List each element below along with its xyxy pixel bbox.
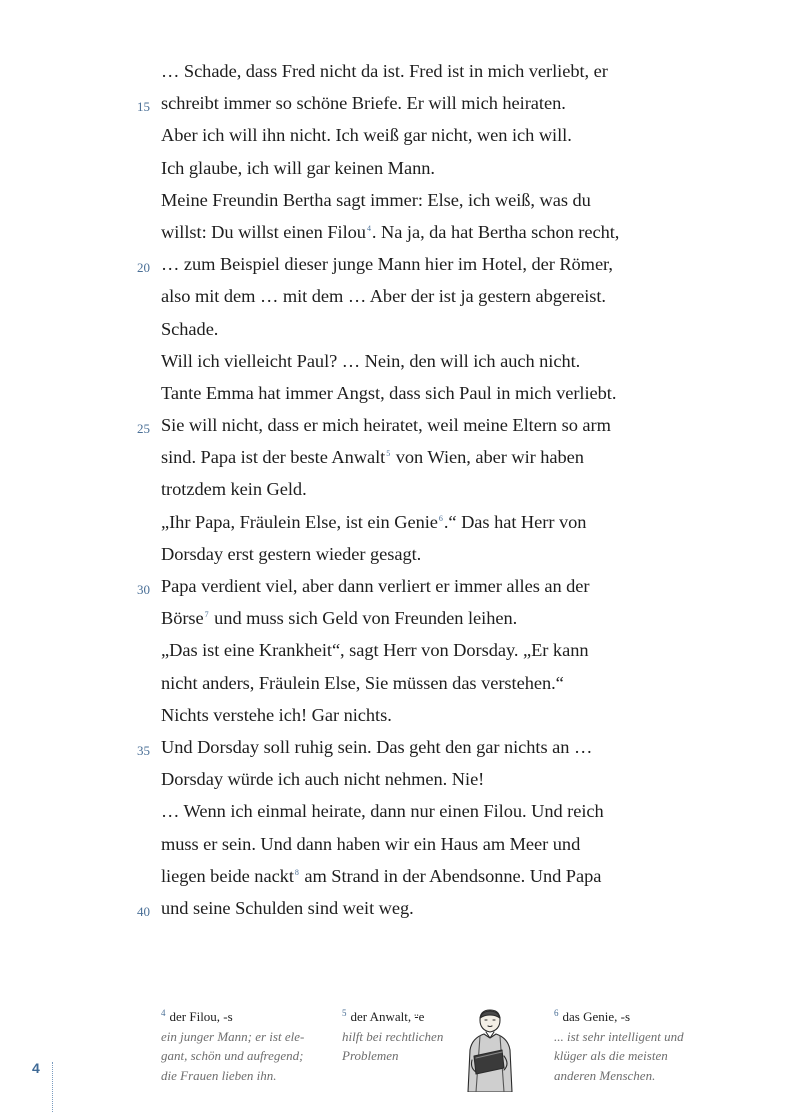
footnote-term	[342, 1004, 467, 1027]
footnote-definition-line: ... ist sehr intelligent und	[554, 1028, 684, 1044]
text-segment: … zum Beispiel dieser junge Mann hier im Hotel, der Römer,	[161, 254, 613, 275]
text-line-content	[161, 220, 619, 244]
text-line	[0, 699, 790, 731]
text-segment: Meine Freundin Bertha sagt immer: Else, ich weiß, was du	[161, 189, 591, 210]
text-line	[0, 345, 790, 377]
footnote-definition-line: klüger als die meisten	[554, 1048, 668, 1063]
text-line-content	[161, 317, 218, 341]
footnote-definition-line: Problemen	[342, 1048, 399, 1063]
text-line	[0, 731, 790, 763]
text-line	[0, 409, 790, 441]
text-line	[0, 570, 790, 602]
footnote-term	[161, 1004, 333, 1027]
text-line	[0, 538, 790, 570]
text-line-content	[161, 510, 586, 534]
footnote-reference: 8	[294, 867, 299, 877]
text-segment: Sie will nicht, dass er mich heiratet, weil meine Eltern so arm	[161, 415, 611, 436]
text-line	[0, 119, 790, 151]
page-margin-rule	[52, 1062, 53, 1112]
text-line	[0, 280, 790, 312]
reading-text	[0, 55, 790, 924]
text-segment: Und Dorsday soll ruhig sein. Das geht den gar nichts an …	[161, 736, 593, 757]
footnote-reference: 7	[204, 610, 209, 620]
footnote-definition-line: gant, schön und aufregend;	[161, 1048, 304, 1063]
text-segment: Tante Emma hat immer Angst, dass sich Paul in mich verliebt.	[161, 382, 617, 403]
text-segment: Börse	[161, 608, 204, 629]
footnote-number: 4	[161, 1008, 166, 1018]
text-line-content	[161, 767, 484, 791]
text-line-content	[161, 542, 421, 566]
text-segment: … Schade, dass Fred nicht da ist. Fred ist in mich verliebt, er	[161, 61, 608, 81]
text-line-content	[161, 284, 606, 308]
footnote-definition-line: hilft bei rechtlichen	[342, 1028, 444, 1044]
text-line	[0, 860, 790, 892]
line-number: 30	[137, 582, 150, 597]
text-line-content	[161, 896, 414, 920]
text-segment: .“ Das hat Herr von	[443, 511, 587, 532]
text-line-content	[161, 832, 580, 856]
text-line-content	[161, 671, 564, 695]
footnote-number: 5	[342, 1008, 347, 1018]
text-line-content	[161, 864, 601, 888]
line-number: 25	[137, 421, 150, 437]
text-line-content	[161, 477, 307, 501]
text-line	[0, 216, 790, 248]
footnote-term-text: der Filou, -s	[169, 1009, 233, 1024]
text-line	[0, 313, 790, 345]
text-segment: Nichts verstehe ich! Gar nichts.	[161, 704, 392, 725]
text-segment: Schade.	[161, 318, 219, 339]
text-line	[0, 248, 790, 280]
lawyer-illustration	[458, 1006, 522, 1092]
text-segment: sind. Papa ist der beste Anwalt	[161, 447, 386, 468]
line-number: 15	[137, 99, 150, 115]
text-segment: Papa verdient viel, aber dann verliert er immer alles an der	[161, 576, 590, 596]
text-line	[0, 763, 790, 795]
footnote-anwalt	[342, 1004, 467, 1066]
text-line-content	[161, 188, 591, 212]
text-line	[0, 828, 790, 860]
text-line-content	[161, 445, 584, 469]
text-line	[0, 506, 790, 538]
page-number: 4	[32, 1060, 40, 1076]
text-line	[0, 184, 790, 216]
footnote-reference: 4	[366, 223, 371, 233]
text-segment: Aber ich will ihn nicht. Ich weiß gar nicht, wen ich will.	[161, 125, 572, 146]
text-line-content	[161, 156, 435, 180]
footnote-reference: 5	[386, 449, 391, 459]
text-line	[0, 87, 790, 119]
text-line	[0, 795, 790, 827]
text-segment: und seine Schulden sind weit weg.	[161, 897, 414, 918]
text-line	[0, 634, 790, 666]
line-number: 40	[137, 903, 150, 919]
text-segment: . Na ja, da hat Bertha schon recht,	[371, 221, 620, 242]
text-line-content	[161, 59, 608, 83]
text-segment: Ich glaube, ich will gar keinen Mann.	[161, 157, 435, 178]
footnote-number: 6	[554, 1008, 559, 1018]
line-number: 35	[137, 742, 150, 758]
text-segment: also mit dem … mit dem … Aber der ist ja gestern abgereist.	[161, 286, 606, 307]
text-line	[0, 55, 790, 87]
footnote-term-text: der Anwalt, ⸚e	[350, 1009, 425, 1024]
text-line-content	[161, 574, 589, 598]
text-line	[0, 892, 790, 924]
text-line-content	[161, 703, 392, 727]
text-segment: nicht anders, Fräulein Else, Sie müssen das verstehen.“	[161, 672, 564, 693]
text-line	[0, 377, 790, 409]
footnote-definition-line: die Frauen lieben ihn.	[161, 1067, 277, 1083]
text-line	[0, 152, 790, 184]
footnote-term	[554, 1004, 724, 1027]
text-line-content	[161, 91, 566, 115]
text-segment: trotzdem kein Geld.	[161, 479, 307, 500]
text-line-content	[161, 735, 592, 759]
text-segment: liegen beide nackt	[161, 865, 294, 886]
footnote-term-text: das Genie, -s	[562, 1009, 631, 1024]
text-line-content	[161, 606, 517, 630]
text-segment: Will ich vielleicht Paul? … Nein, den will ich auch nicht.	[161, 350, 581, 371]
text-segment: muss er sein. Und dann haben wir ein Haus am Meer und	[161, 833, 581, 854]
text-segment: Dorsday erst gestern wieder gesagt.	[161, 543, 422, 564]
text-line-content	[161, 349, 580, 373]
text-segment: willst: Du willst einen Filou	[161, 221, 366, 242]
text-segment: Dorsday würde ich auch nicht nehmen. Nie!	[161, 769, 485, 790]
footnote-reference: 6	[438, 513, 443, 523]
text-segment: von Wien, aber wir haben	[391, 447, 584, 468]
text-segment: „Ihr Papa, Fräulein Else, ist ein Genie	[161, 511, 438, 532]
footnote-definition-line: ein junger Mann; er ist ele-	[161, 1028, 305, 1044]
text-line-content	[161, 638, 588, 662]
text-line-content	[161, 799, 604, 823]
text-line-content	[161, 252, 613, 276]
text-segment: „Das ist eine Krankheit“, sagt Herr von Dorsday. „Er kann	[161, 640, 589, 661]
text-line	[0, 602, 790, 634]
footnote-filou	[161, 1004, 333, 1085]
text-line	[0, 441, 790, 473]
text-segment: schreibt immer so schöne Briefe. Er will mich heiraten.	[161, 93, 566, 114]
footnote-genie	[554, 1004, 724, 1085]
text-line	[0, 473, 790, 505]
text-segment: und muss sich Geld von Freunden leihen.	[209, 608, 518, 629]
text-line	[0, 667, 790, 699]
footnote-definition-line: anderen Menschen.	[554, 1067, 656, 1083]
text-line-content	[161, 123, 572, 147]
text-line-content	[161, 413, 611, 437]
line-number: 20	[137, 260, 150, 276]
text-segment: am Strand in der Abendsonne. Und Papa	[299, 865, 602, 886]
text-line-content	[161, 381, 616, 405]
text-segment: … Wenn ich einmal heirate, dann nur einen Filou. Und reich	[161, 801, 604, 822]
